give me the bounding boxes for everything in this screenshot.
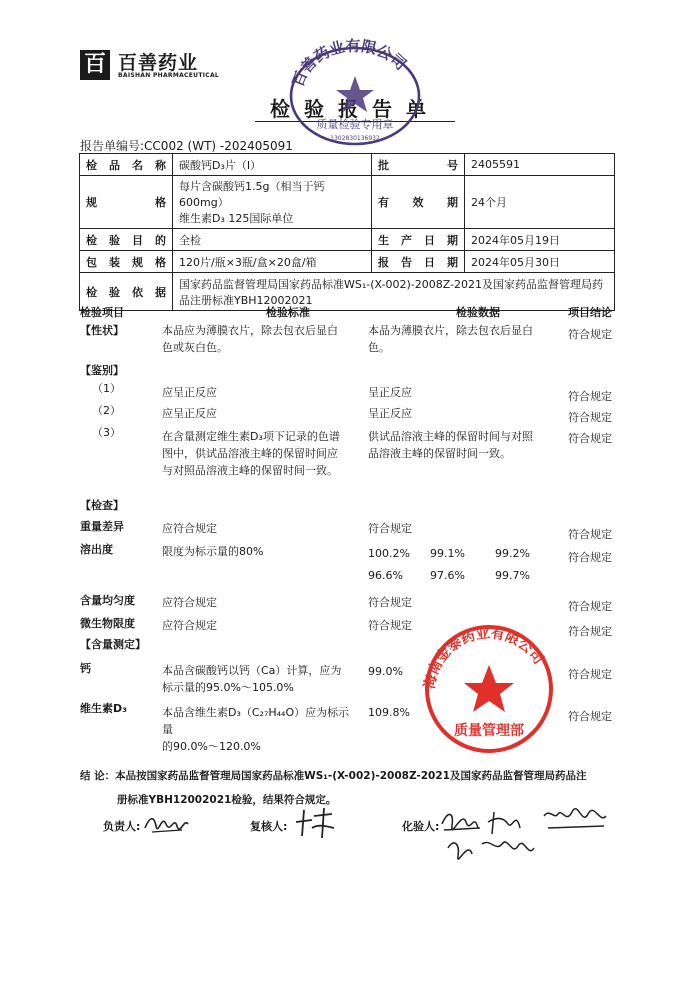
document-title: 检验报告单	[270, 97, 440, 121]
weight-variation-data: 符合规定	[368, 522, 412, 535]
report-date-label: 报告日期	[372, 251, 465, 273]
vitamin-d3-standard-line-2: 的90.0%～120.0%	[162, 740, 261, 753]
appearance-standard-line-1: 本品应为薄膜衣片，除去包衣后显白	[162, 324, 338, 337]
production-date-value: 2024年05月19日	[465, 229, 615, 251]
reviewer-label: 复核人:	[250, 820, 288, 833]
weight-variation-item: 重量差异	[80, 520, 124, 533]
appearance-standard	[162, 322, 352, 356]
responsible-label: 负责人:	[103, 820, 141, 833]
validity-value: 24个月	[465, 176, 615, 229]
basis-value	[173, 273, 615, 311]
calcium-standard	[162, 662, 352, 696]
package-value: 120片/瓶×3瓶/盒×20盒/箱	[173, 251, 372, 273]
section-identification: 【鉴别】	[80, 364, 124, 377]
dissolution-value-6: 99.7%	[495, 569, 530, 582]
column-header-item: 检验项目	[80, 306, 124, 319]
spec-value-line-1: 每片含碳酸钙1.5g（相当于钙600mg）	[179, 180, 325, 209]
dissolution-item: 溶出度	[80, 543, 113, 556]
vitamin-d3-data: 109.8%	[368, 706, 410, 719]
ident-1-number: （1）	[92, 382, 121, 395]
tester-label: 化验人:	[402, 820, 440, 833]
appearance-data	[368, 322, 558, 356]
ident-2-number: （2）	[92, 404, 121, 417]
vitamin-d3-standard	[162, 704, 352, 755]
bottom-seal-ring-text: 海南金泰药业有限公司	[421, 625, 547, 691]
product-name-label: 检品名称	[80, 154, 173, 176]
company-name-cn: 百善药业	[118, 52, 199, 74]
microbial-limit-conclusion: 符合规定	[568, 625, 612, 638]
section-appearance: 【性状】	[80, 324, 124, 337]
batch-value: 2405591	[465, 154, 615, 176]
spec-value-line-2: 维生素D₃ 125国际单位	[179, 212, 294, 225]
product-info-table	[79, 153, 615, 311]
content-uniformity-data: 符合规定	[368, 596, 412, 609]
calcium-standard-line-1: 本品含碳酸钙以钙（Ca）计算，应为	[162, 664, 342, 677]
section-inspection: 【检查】	[80, 499, 124, 512]
top-seal-number: 1302830136932	[330, 135, 380, 142]
report-number	[80, 137, 293, 154]
ident-1-data: 呈正反应	[368, 386, 412, 399]
bottom-seal-center-text: 质量管理部	[454, 723, 524, 739]
production-date-label: 生产日期	[372, 229, 465, 251]
weight-variation-conclusion: 符合规定	[568, 528, 612, 541]
vitamin-d3-item: 维生素D₃	[80, 702, 127, 715]
content-uniformity-conclusion: 符合规定	[568, 600, 612, 613]
purpose-label: 检验目的	[80, 229, 173, 251]
purpose-value: 全检	[173, 229, 372, 251]
content-uniformity-standard: 应符合规定	[162, 596, 217, 609]
calcium-standard-line-2: 标示量的95.0%～105.0%	[162, 681, 294, 694]
reviewer-signature	[290, 806, 338, 840]
content-uniformity-item: 含量均匀度	[80, 594, 135, 607]
dissolution-conclusion: 符合规定	[568, 551, 612, 564]
tester-signatures	[438, 804, 618, 866]
ident-3-standard-line-2: 图中，供试品溶液主峰的保留时间应	[162, 447, 338, 460]
section-assay: 【含量测定】	[80, 638, 146, 651]
batch-label: 批号	[372, 154, 465, 176]
report-date-value: 2024年05月30日	[465, 251, 615, 273]
appearance-standard-line-2: 色或灰白色。	[162, 341, 228, 354]
spec-label: 规格	[80, 176, 173, 229]
appearance-conclusion: 符合规定	[568, 328, 612, 341]
column-header-standard: 检验标准	[266, 306, 310, 319]
dissolution-value-1: 100.2%	[368, 547, 410, 560]
star-icon	[464, 665, 514, 712]
ident-3-data-line-1: 供试品溶液主峰的保留时间与对照	[368, 430, 533, 443]
calcium-data: 99.0%	[368, 665, 403, 678]
ident-2-data: 呈正反应	[368, 407, 412, 420]
ident-2-standard: 应呈正反应	[162, 407, 217, 420]
appearance-data-line-2: 色。	[368, 341, 390, 354]
company-name-en: BAISHAN PHARMACEUTICAL	[118, 72, 220, 79]
product-name-value: 碳酸钙D₃片（I）	[173, 154, 372, 176]
ident-1-conclusion: 符合规定	[568, 390, 612, 403]
appearance-data-line-1: 本品为薄膜衣片，除去包衣后显白	[368, 324, 533, 337]
calcium-item: 钙	[80, 662, 91, 675]
column-header-data: 检验数据	[456, 306, 500, 319]
star-icon	[336, 76, 374, 112]
ident-3-standard-line-3: 与对照品溶液主峰的保留时间一致。	[162, 464, 338, 477]
report-number-label: 报告单编号:	[80, 139, 145, 153]
top-seal-ring-text: 百善药业有限公司	[288, 36, 410, 90]
basis-value-line-2: 品注册标准YBH12002021	[179, 293, 313, 307]
calcium-conclusion: 符合规定	[568, 668, 612, 681]
column-header-conclusion: 项目结论	[568, 306, 612, 319]
dissolution-value-5: 97.6%	[430, 569, 465, 582]
ident-3-number: （3）	[92, 426, 121, 439]
ident-3-data	[368, 428, 558, 462]
validity-label: 有效期	[372, 176, 465, 229]
microbial-limit-standard: 应符合规定	[162, 619, 217, 632]
quality-inspection-seal	[284, 34, 426, 146]
responsible-signature	[142, 810, 190, 836]
ident-3-standard-line-1: 在含量测定维生素D₃项下记录的色谱	[162, 430, 340, 443]
dissolution-value-4: 96.6%	[368, 569, 403, 582]
svg-text:百善药业有限公司	[289, 37, 410, 89]
ident-2-conclusion: 符合规定	[568, 411, 612, 424]
report-number-value: CC002 (WT) -202405091	[144, 139, 293, 153]
top-seal-center-text: 质量检验专用章	[316, 118, 394, 131]
vitamin-d3-conclusion: 符合规定	[568, 710, 612, 723]
vitamin-d3-standard-line-1: 本品含维生素D₃（C₂₇H₄₄O）应为标示量	[162, 706, 350, 736]
package-label: 包装规格	[80, 251, 173, 273]
ident-3-data-line-2: 品溶液主峰的保留时间一致。	[368, 447, 511, 460]
quality-management-seal	[418, 623, 560, 755]
spec-value	[173, 176, 372, 229]
dissolution-value-2: 99.1%	[430, 547, 465, 560]
conclusion-line-1: 结 论：本品按国家药品监督管理局国家药品标准WS₁-(X-002)-2008Z-2021及国家药品监督管理局药品注	[80, 770, 587, 782]
weight-variation-standard: 应符合规定	[162, 522, 217, 535]
ident-3-standard	[162, 428, 352, 479]
microbial-limit-data: 符合规定	[368, 619, 412, 632]
dissolution-standard: 限度为标示量的80%	[162, 545, 264, 558]
conclusion-line-2: 册标准YBH12002021检验，结果符合规定。	[117, 794, 337, 806]
ident-1-standard: 应呈正反应	[162, 386, 217, 399]
ident-3-conclusion: 符合规定	[568, 432, 612, 445]
dissolution-value-3: 99.2%	[495, 547, 530, 560]
basis-value-line-1: 国家药品监督管理局国家药品标准WS₁-(X-002)-2008Z-2021及国家药品监督管理局药	[179, 277, 604, 291]
company-logo-icon: 百	[80, 50, 110, 80]
microbial-limit-item: 微生物限度	[80, 617, 135, 630]
basis-label: 检验依据	[80, 273, 173, 311]
